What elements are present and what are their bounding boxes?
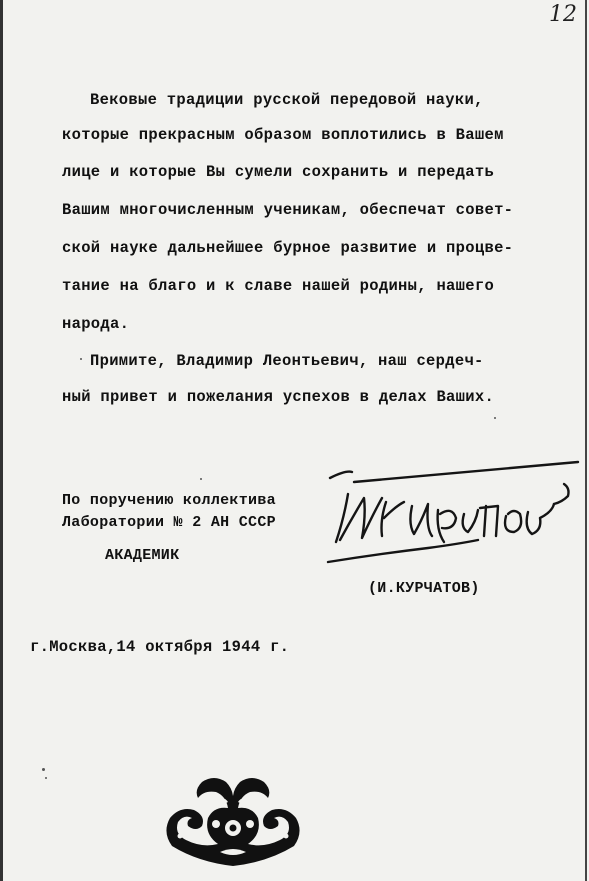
signature-title: АКАДЕМИК [105,547,180,564]
scan-edge-left [0,0,3,881]
body-line: Вашим многочисленным ученикам, обеспечат совет- [62,201,514,219]
scan-speck [80,358,82,360]
body-line: ный привет и пожелания успехов в делах Ваших. [62,388,495,406]
scan-speck [45,777,47,779]
body-line: Примите, Владимир Леонтьевич, наш сердеч- [90,352,484,370]
signatory-name: (И.КУРЧАТОВ) [368,580,480,597]
body-line: которые прекрасным образом воплотились в Вашем [62,126,504,144]
body-line: Вековые традиции русской передовой науки, [90,91,484,109]
body-line: тание на благо и к славе нашей родины, нашего [62,277,495,295]
handwritten-signature [318,458,582,568]
scan-speck [200,478,202,480]
body-line: лице и которые Вы сумели сохранить и передать [62,163,495,181]
page-number: 12 [549,2,577,27]
scan-speck [42,768,45,771]
signature-line-2: Лаборатории № 2 АН СССР [62,514,276,531]
signature-line-1: По поручению коллектива [62,492,276,509]
place-date: г.Москва,14 октября 1944 г. [30,638,290,656]
body-line: народа. [62,315,130,333]
body-line: ской науке дальнейшее бурное развитие и процве- [62,239,514,257]
decorative-ornament [158,766,308,866]
scan-edge-right [585,0,587,881]
scan-speck [494,417,496,419]
